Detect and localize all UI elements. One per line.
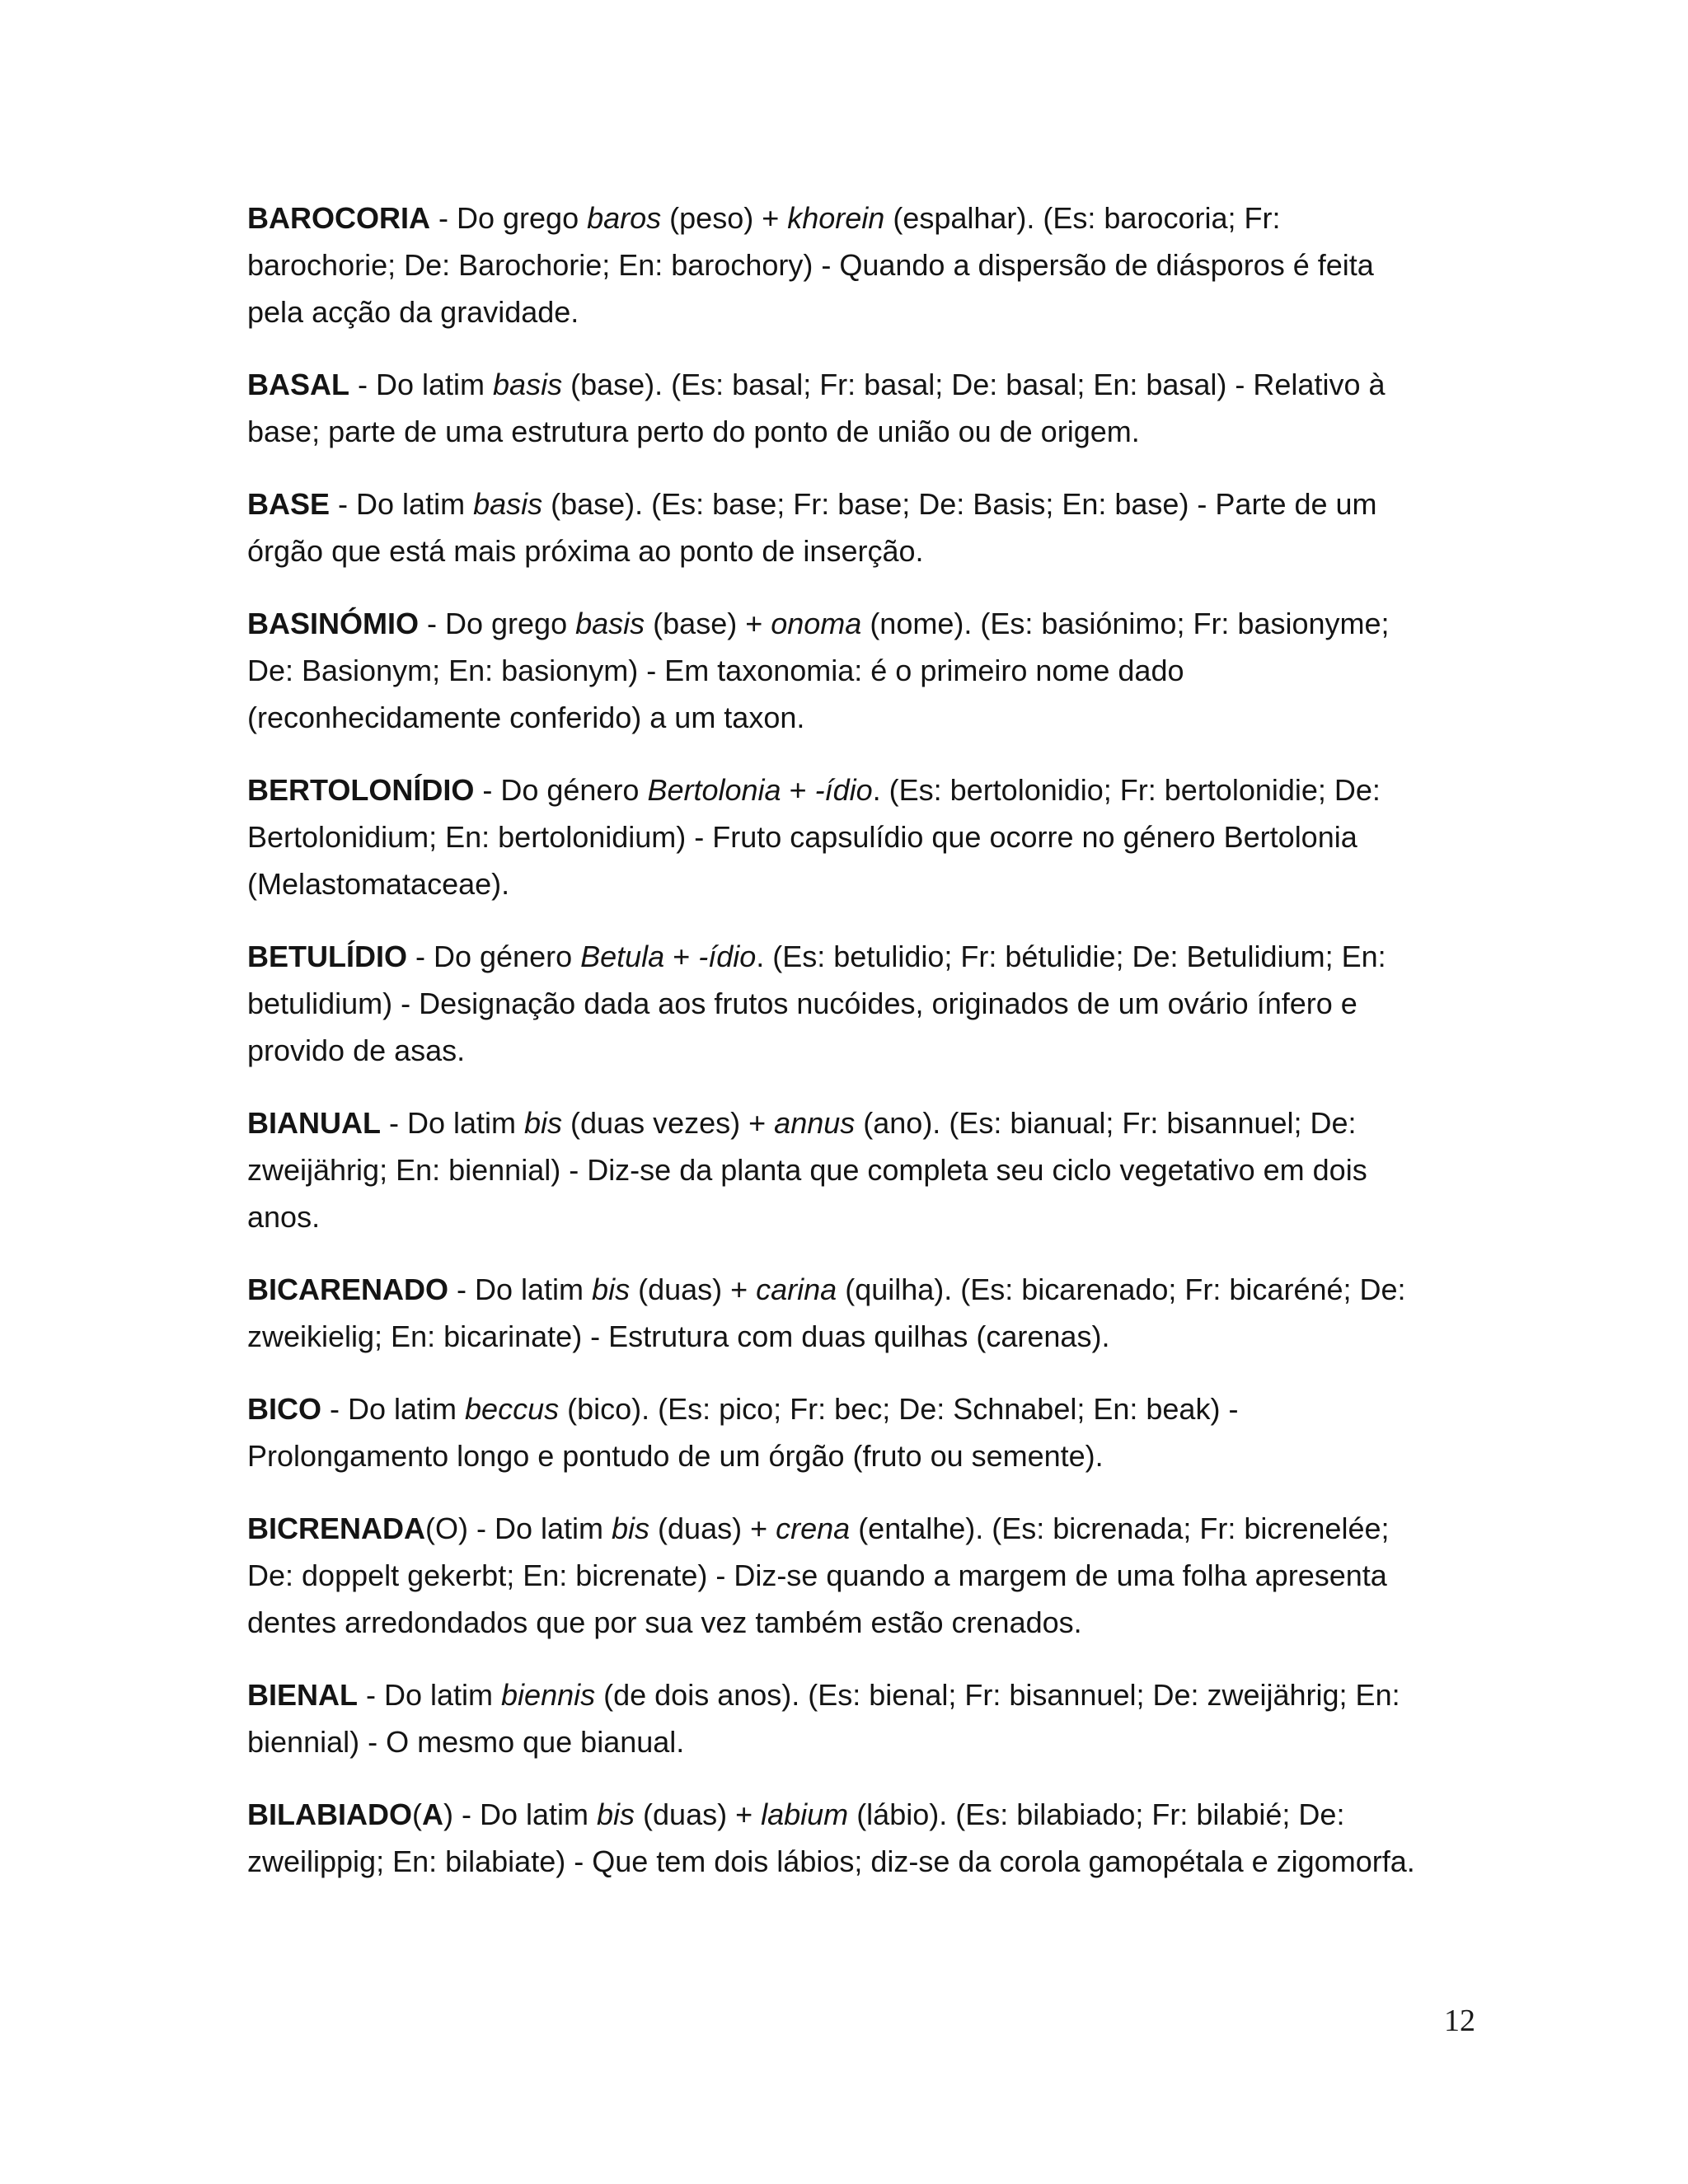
entry-etymon: onoma bbox=[771, 607, 862, 640]
entry-term: BAROCORIA bbox=[247, 201, 430, 235]
entry-etymon: annus bbox=[774, 1106, 856, 1140]
entry-text: . (Es: betulidio; Fr: bétulidie; De: Betulidium; En: betulidium) - Designação dada aos frutos nucóides, originados de um ovário ínfero e provido de asas. bbox=[247, 940, 1386, 1067]
entry-text: - Do latim bbox=[448, 1272, 593, 1306]
entry-text: + bbox=[781, 773, 815, 807]
glossary-entry bbox=[247, 1385, 1434, 1479]
entry-term: BILABIADO bbox=[247, 1797, 412, 1831]
entry-term: BASINÓMIO bbox=[247, 607, 420, 640]
entry-etymon: bis bbox=[612, 1511, 650, 1545]
glossary-entry bbox=[247, 480, 1434, 574]
entry-term: BETULÍDIO bbox=[247, 940, 407, 973]
entry-etymon: Bertolonia bbox=[647, 773, 781, 807]
entry-etymon: labium bbox=[761, 1797, 849, 1831]
entry-etymon: basis bbox=[473, 487, 543, 521]
entry-etymon: bis bbox=[597, 1797, 635, 1831]
entry-text: (de dois anos). (Es: bienal; Fr: bisannuel; De: zweijährig; En: biennial) - O mesmo que bianual. bbox=[247, 1678, 1400, 1759]
entry-term-suffix: A bbox=[422, 1797, 443, 1831]
glossary-entry bbox=[247, 361, 1434, 455]
entry-text: (ano). (Es: bianual; Fr: bisannuel; De: zweijährig; En: biennial) - Diz-se da planta que completa seu ciclo vegetativo em dois anos. bbox=[247, 1106, 1367, 1234]
entry-text: - Do grego bbox=[419, 607, 576, 640]
entry-etymon: basis bbox=[575, 607, 645, 640]
entry-text: (base). (Es: basal; Fr: basal; De: basal; En: basal) - Relativo à base; parte de uma estrutura perto do ponto de união ou de origem. bbox=[247, 368, 1386, 448]
entry-text: (duas vezes) + bbox=[562, 1106, 775, 1140]
entry-text: ) - Do latim bbox=[443, 1797, 598, 1831]
entry-text: (lábio). (Es: bilabiado; Fr: bilabié; De: zweilippig; En: bilabiate) - Que tem dois lábios; diz-se da corola gamopétala e zigomorfa. bbox=[247, 1797, 1415, 1878]
entry-text: - Do género bbox=[474, 773, 648, 807]
entry-term: BERTOLONÍDIO bbox=[247, 773, 475, 807]
entry-text: (base). (Es: base; Fr: base; De: Basis; En: base) - Parte de um órgão que está mais próxima ao ponto de inserção. bbox=[247, 487, 1377, 568]
entry-text: (nome). (Es: basiónimo; Fr: basionyme; De: Basionym; En: basionym) - Em taxonomia: é o primeiro nome dado (reconhecidamente conferido) a um taxon. bbox=[247, 607, 1390, 734]
glossary-entry bbox=[247, 766, 1434, 907]
entry-text: + bbox=[664, 940, 699, 973]
entry-term: BASAL bbox=[247, 368, 349, 401]
glossary-entries bbox=[247, 194, 1434, 1910]
entry-text: (quilha). (Es: bicarenado; Fr: bicaréné; De: zweikielig; En: bicarinate) - Estrutura com duas quilhas (carenas). bbox=[247, 1272, 1406, 1353]
glossary-entry bbox=[247, 600, 1434, 741]
entry-etymon: Betula bbox=[580, 940, 665, 973]
entry-text: ( bbox=[412, 1797, 422, 1831]
entry-etymon: bis bbox=[592, 1272, 631, 1306]
entry-etymon: -ídio bbox=[698, 940, 757, 973]
entry-text: - Do género bbox=[407, 940, 581, 973]
entry-etymon: crena bbox=[776, 1511, 851, 1545]
entry-term: BASE bbox=[247, 487, 331, 521]
entry-term: BICRENADA bbox=[247, 1511, 425, 1545]
glossary-entry bbox=[247, 1099, 1434, 1240]
glossary-entry bbox=[247, 1791, 1434, 1885]
entry-term: BIANUAL bbox=[247, 1106, 381, 1140]
entry-text: (bico). (Es: pico; Fr: bec; De: Schnabel; En: beak) - Prolongamento longo e pontudo de um órgão (fruto ou semente). bbox=[247, 1392, 1239, 1473]
glossary-entry bbox=[247, 1505, 1434, 1646]
entry-etymon: -ídio bbox=[814, 773, 873, 807]
entry-etymon: bis bbox=[524, 1106, 563, 1140]
entry-etymon: khorein bbox=[787, 201, 885, 235]
entry-text: - Do latim bbox=[380, 1106, 525, 1140]
entry-text: (peso) + bbox=[661, 201, 788, 235]
entry-term: BICO bbox=[247, 1392, 321, 1426]
glossary-entry bbox=[247, 933, 1434, 1074]
entry-text: . (Es: bertolonidio; Fr: bertolonidie; De: Bertolonidium; En: bertolonidium) - Fruto capsulídio que ocorre no género Bertolonia (Melastomataceae). bbox=[247, 773, 1381, 901]
page-number: 12 bbox=[1444, 2004, 1475, 2038]
entry-text: - Do latim bbox=[358, 1678, 502, 1712]
entry-text: (entalhe). (Es: bicrenada; Fr: bicrenelée; De: doppelt gekerbt; En: bicrenate) - Diz-se quando a margem de uma folha apresenta dentes arredondados que por sua vez também estão crenados. bbox=[247, 1511, 1390, 1639]
entry-text: (O) - Do latim bbox=[425, 1511, 612, 1545]
entry-text: - Do latim bbox=[330, 487, 474, 521]
entry-text: - Do grego bbox=[430, 201, 588, 235]
glossary-entry bbox=[247, 1671, 1434, 1765]
entry-etymon: biennis bbox=[501, 1678, 596, 1712]
entry-etymon: baros bbox=[587, 201, 662, 235]
entry-text: - Do latim bbox=[349, 368, 494, 401]
entry-text: - Do latim bbox=[321, 1392, 466, 1426]
entry-etymon: carina bbox=[756, 1272, 837, 1306]
entry-etymon: basis bbox=[493, 368, 563, 401]
entry-text: (duas) + bbox=[630, 1272, 757, 1306]
glossary-entry bbox=[247, 194, 1434, 335]
entry-text: (base) + bbox=[645, 607, 771, 640]
entry-text: (espalhar). (Es: barocoria; Fr: barochorie; De: Barochorie; En: barochory) - Quando a dispersão de diásporos é feita pela acção da gravidade. bbox=[247, 201, 1374, 329]
entry-text: (duas) + bbox=[649, 1511, 776, 1545]
entry-term: BICARENADO bbox=[247, 1272, 449, 1306]
entry-term: BIENAL bbox=[247, 1678, 358, 1712]
glossary-entry bbox=[247, 1266, 1434, 1360]
entry-etymon: beccus bbox=[465, 1392, 560, 1426]
entry-text: (duas) + bbox=[635, 1797, 762, 1831]
